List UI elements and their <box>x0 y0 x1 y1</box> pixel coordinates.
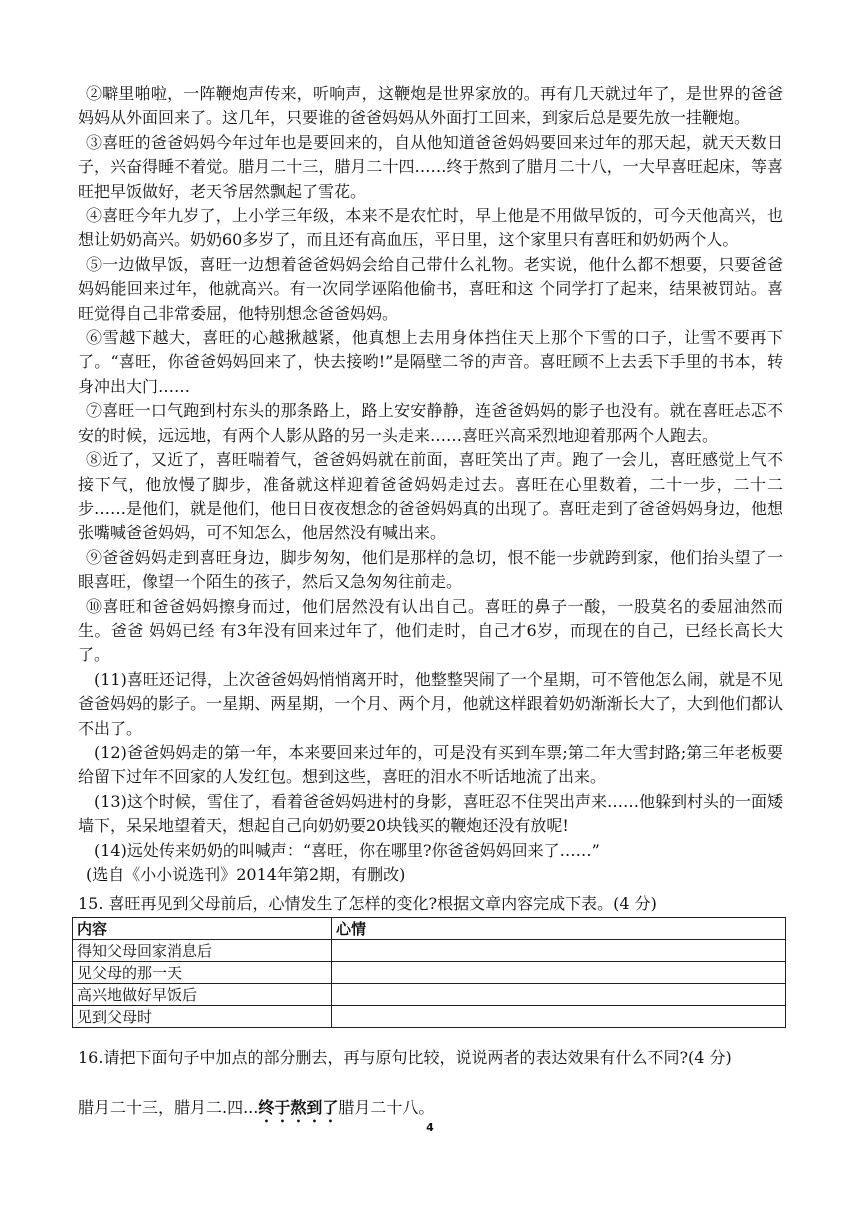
paragraph-9: ⑨爸爸妈妈走到喜旺身边，脚步匆匆，他们是那样的急切，恨不能一步就跨到家，他们抬头望了一眼喜旺，像望一个陌生的孩子，然后又急匆匆往前走。 <box>78 547 783 592</box>
table-row <box>73 1006 786 1028</box>
question-16: 16.请把下面句子中加点的部分删去，再与原句比较，说说两者的表达效果有什么不同?(4 分) <box>78 1048 732 1067</box>
table-cell-answer[interactable] <box>332 984 786 1006</box>
paragraph-2: ②噼里啪啦，一阵鞭炮声传来，听响声，这鞭炮是世界家放的。再有几天就过年了，是世界的爸爸妈妈从外面回来了。这几年，只要谁的爸爸妈妈从外面打工回来，到家后总是要先放一挂鞭炮。 <box>78 84 783 128</box>
sentence-after: 腊月二十八。 <box>338 1098 435 1117</box>
table-cell-answer[interactable] <box>332 1006 786 1028</box>
table-cell-answer[interactable] <box>332 940 786 962</box>
paragraph-12: (12)爸爸妈妈走的第一年，本来要回来过年的，可是没有买到车票;第二年大雪封路;第三年老板要给留下过年不回家的人发红包。想到这些，喜旺的泪水不听话地流了出来。 <box>78 742 783 787</box>
dotted-emphasis-text: 终于熬到了 <box>258 1098 339 1117</box>
table-row <box>73 962 786 984</box>
mood-table <box>72 917 786 1028</box>
paragraph-4: ④喜旺今年九岁了，上小学三年级，本来不是农忙时，早上他是不用做早饭的，可今天他高兴，也想让奶奶高兴。奶奶60多岁了，而且还有高血压，平日里，这个家里只有喜旺和奶奶两个人。 <box>78 206 783 250</box>
table-cell-content: 见父母的那一天 <box>73 962 332 984</box>
question-15: 15. 喜旺再见到父母前后，心情发生了怎样的变化?根据文章内容完成下表。(4 分) <box>78 894 657 913</box>
table-header-mood: 心情 <box>332 918 786 940</box>
paragraph-5: ⑤一边做早饭，喜旺一边想着爸爸妈妈会给自己带什么礼物。老实说，他什么都不想要，只要爸爸妈妈能回来过年，他就高兴。有一次同学诬陷他偷书，喜旺和这 个同学打了起来，结果被罚站。喜旺觉得自己非常委屈，他特别想念爸爸妈妈。 <box>78 254 783 323</box>
table-row <box>73 984 786 1006</box>
paragraph-3: ③喜旺的爸爸妈妈今年过年也是要回来的，自从他知道爸爸妈妈要回来过年的那天起，就天天数日子，兴奋得睡不着觉。腊月二十三，腊月二十四……终于熬到了腊月二十八，一大早喜旺起床，等喜旺把早饭做好，老天爷居然飘起了雪花。 <box>78 132 783 201</box>
paragraph-8: ⑧近了，又近了，喜旺喘着气，爸爸妈妈就在前面，喜旺笑出了声。跑了一会儿，喜旺感觉上气不接下气，他放慢了脚步，准备就这样迎着爸爸妈妈走过去。喜旺在心里数着，二十一步，二十二步……是他们，就是他们，他日日夜夜想念的爸爸妈妈真的出现了。喜旺走到了爸爸妈妈身边，他想张嘴喊爸爸妈妈，可不知怎么，他居然没有喊出来。 <box>78 450 783 543</box>
sentence-before: 腊月二十三，腊月二.四... <box>78 1098 259 1117</box>
table-row <box>73 940 786 962</box>
paragraph-10: ⑩喜旺和爸爸妈妈擦身而过，他们居然没有认出自己。喜旺的鼻子一酸，一股莫名的委屈油然而生。爸爸 妈妈已经 有3年没有回来过年了，他们走时，自己才6岁，而现在的自己，已经长高长大了。 <box>78 596 783 665</box>
paragraph-11: (11)喜旺还记得，上次爸爸妈妈悄悄离开时，他整整哭闹了一个星期，可不管他怎么闹，就是不见爸爸妈妈的影子。一星期、两星期，一个月、两个月，他就这样跟着奶奶渐渐长大了，大到他们都认不出了。 <box>78 669 783 738</box>
table-header-row <box>73 918 786 940</box>
table-cell-content: 高兴地做好早饭后 <box>73 984 332 1006</box>
table-cell-content: 见到父母时 <box>73 1006 332 1028</box>
table-cell-answer[interactable] <box>332 962 786 984</box>
story-text <box>78 82 783 887</box>
paragraph-7: ⑦喜旺一口气跑到村东头的那条路上，路上安安静静，连爸爸妈妈的影子也没有。就在喜旺忐忑不安的时候，远远地，有两个人影从路的另一头走来……喜旺兴高采烈地迎着那两个人跑去。 <box>78 401 783 445</box>
paragraph-13: (13)这个时候，雪住了，看着爸爸妈妈进村的身影，喜旺忍不住哭出声来……他躲到村头的一面矮墙下，呆呆地望着天，想起自己向奶奶要20块钱买的鞭炮还没有放呢! <box>78 791 783 836</box>
paragraph-14: (14)远处传来奶奶的叫喊声：“喜旺，你在哪里?你爸爸妈妈回来了……” <box>94 840 600 860</box>
table-header-content: 内容 <box>73 918 332 940</box>
source-citation: (选自《小小说选刊》2014年第2期，有删改) <box>86 865 406 884</box>
table-cell-content: 得知父母回家消息后 <box>73 940 332 962</box>
paragraph-6: ⑥雪越下越大，喜旺的心越揪越紧，他真想上去用身体挡住天上那个下雪的口子，让雪不要再下了。“喜旺，你爸爸妈妈回来了，快去接哟!”是隔壁二爷的声音。喜旺顾不上去丢下手里的书本，转身冲出大门…… <box>78 328 783 396</box>
page-number: 4 <box>426 1121 434 1134</box>
